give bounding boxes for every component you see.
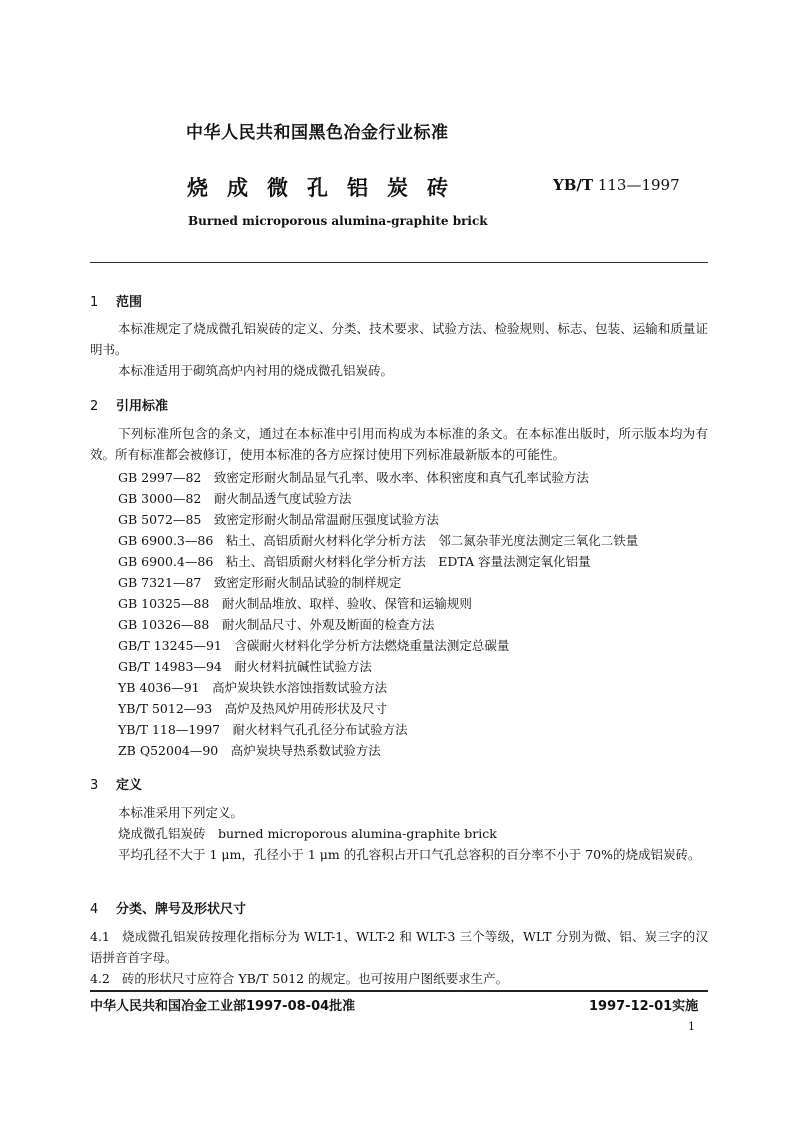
section-number: 3 — [90, 778, 99, 793]
reference-item: GB/T 13245—91 含碳耐火材料化学分析方法燃烧重量法测定总碳量 — [118, 638, 510, 653]
reference-item: ZB Q52004—90 高炉炭块导热系数试验方法 — [118, 743, 381, 758]
reference-item: GB 6900.3—86 粘土、高铝质耐火材料化学分析方法 邻二氮杂菲光度法测定三氧化二铁量 — [118, 533, 639, 548]
clause-text: 砖的形状尺寸应符合 YB/T 5012 的规定。也可按用户图纸要求生产。 — [121, 971, 509, 986]
reference-item: YB/T 5012—93 高炉及热风炉用砖形状及尺寸 — [118, 701, 388, 716]
section-title: 范围 — [116, 295, 143, 310]
reference-item: YB/T 118—1997 耐火材料气孔孔径分布试验方法 — [118, 722, 408, 737]
standard-code-prefix: YB/T — [553, 176, 594, 194]
reference-item: GB 10326—88 耐火制品尺寸、外观及断面的检查方法 — [118, 617, 435, 632]
standard-code — [553, 176, 680, 194]
reference-item: GB 5072—85 致密定形耐火制品常温耐压强度试验方法 — [118, 512, 439, 527]
english-title: Burned microporous alumina-graphite brick — [188, 214, 488, 228]
section-title: 引用标准 — [116, 399, 169, 414]
reference-item: GB 3000—82 耐火制品透气度试验方法 — [118, 491, 352, 506]
section-number: 2 — [90, 399, 99, 414]
clause-4-1 — [90, 926, 708, 968]
reference-item: GB 7321—87 致密定形耐火制品试验的制样规定 — [118, 575, 402, 590]
section-2-paragraph-1: 下列标准所包含的条文，通过在本标准中引用而构成为本标准的条文。在本标准出版时，所示版本均为有效。所有标准都会被修订，使用本标准的各方应探讨使用下列标准最新版本的可能性。 — [90, 426, 708, 462]
standard-title: 烧成微孔铝炭砖 — [187, 176, 467, 200]
section-3-heading — [90, 774, 142, 793]
page-number: 1 — [688, 1020, 695, 1033]
section-title: 定义 — [116, 778, 143, 793]
clause-number: 4.1 — [90, 929, 110, 944]
section-2-heading — [90, 395, 168, 414]
section-3-definition: 平均孔径不大于 1 μm，孔径小于 1 μm 的孔容积占开口气孔总容积的百分率不小于 70%的烧成铝炭砖。 — [118, 847, 701, 862]
section-title: 分类、牌号及形状尺寸 — [116, 902, 247, 917]
section-1-heading — [90, 291, 142, 310]
implementation-date: 1997-12-01实施 — [589, 999, 699, 1014]
clause-text: 烧成微孔铝炭砖按理化指标分为 WLT-1、WLT-2 和 WLT-3 三个等级，WLT 分别为微、铝、炭三字的汉语拼音首字母。 — [90, 929, 708, 965]
section-number: 1 — [90, 295, 99, 310]
issuing-organization: 中华人民共和国黑色冶金行业标准 — [186, 123, 449, 143]
section-4-heading — [90, 898, 246, 917]
reference-item: GB 6900.4—86 粘土、高铝质耐火材料化学分析方法 EDTA 容量法测定氧化铝量 — [118, 554, 591, 569]
section-1-paragraph-1: 本标准规定了烧成微孔铝炭砖的定义、分类、技术要求、试验方法、检验规则、标志、包装、运输和质量证明书。 — [90, 321, 708, 357]
approval-statement: 中华人民共和国冶金工业部1997-08-04批准 — [90, 999, 356, 1014]
reference-item: YB 4036—91 高炉炭块铁水溶蚀指数试验方法 — [118, 680, 388, 695]
section-number: 4 — [90, 902, 99, 917]
standard-code-number: 113—1997 — [597, 176, 680, 194]
header-divider — [90, 262, 708, 263]
reference-item: GB/T 14983—94 耐火材料抗碱性试验方法 — [118, 659, 372, 674]
reference-item: GB 10325—88 耐火制品堆放、取样、验收、保管和运输规则 — [118, 596, 472, 611]
reference-item: GB 2997—82 致密定形耐火制品显气孔率、吸水率、体积密度和真气孔率试验方法 — [118, 470, 589, 485]
footer-divider — [90, 990, 708, 992]
section-3-paragraph-1: 本标准采用下列定义。 — [118, 805, 244, 820]
section-1-paragraph-2: 本标准适用于砌筑高炉内衬用的烧成微孔铝炭砖。 — [118, 363, 394, 378]
section-3-term: 烧成微孔铝炭砖 burned microporous alumina-graphite brick — [118, 826, 497, 841]
clause-4-2 — [90, 968, 708, 989]
clause-number: 4.2 — [90, 971, 110, 986]
